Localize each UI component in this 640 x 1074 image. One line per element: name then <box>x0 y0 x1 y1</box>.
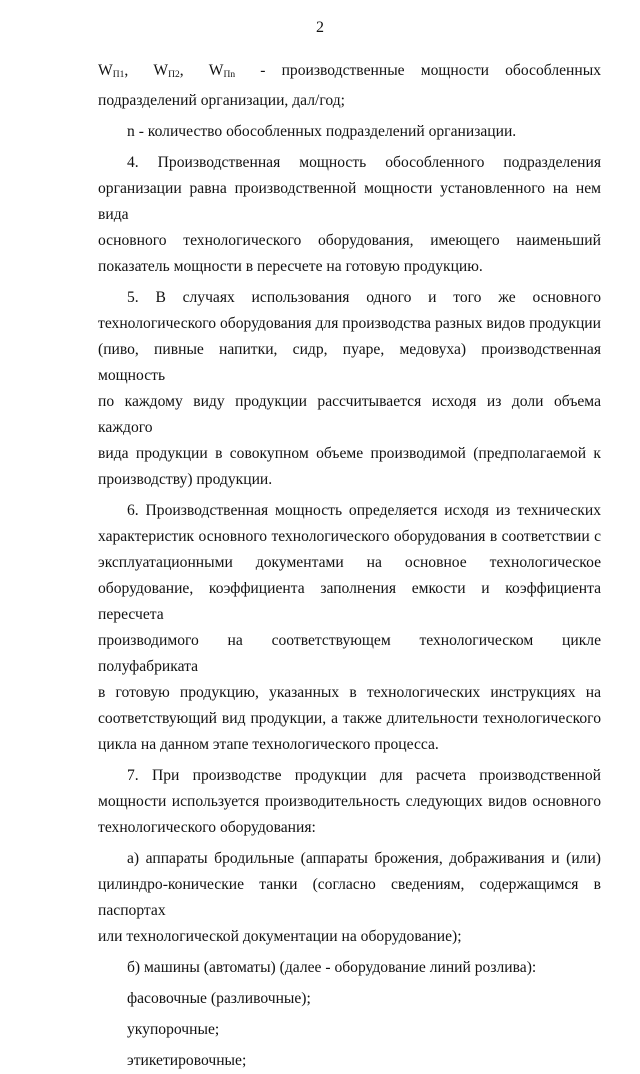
paragraph-7-line: технологического оборудования: <box>98 819 316 836</box>
list-item-a-line: цилиндро-конические танки (согласно сведениям, содержащимся в паспортах <box>98 876 601 919</box>
paragraph-4 <box>98 150 601 280</box>
paragraph-6-line: производимого на соответствующем технологическом цикле полуфабриката <box>98 632 601 675</box>
list-item-labeling: этикетировочные; <box>127 1052 247 1069</box>
variable-w-p1: $W_{П1}$, <box>98 62 129 80</box>
paragraph-5-line: вида продукции в совокупном объеме производимой (предполагаемой к <box>98 445 601 462</box>
paragraph-6-line: в готовую продукцию, указанных в технологических инструкциях на <box>98 684 601 701</box>
paragraph-7 <box>98 763 601 841</box>
paragraph-5-line: производству) продукции. <box>98 471 273 488</box>
paragraph-5-line: технологического оборудования для производства разных видов продукции <box>98 315 601 332</box>
document-body <box>98 58 601 1074</box>
paragraph-6-line: соответствующий вид продукции, а также длительности технологического <box>98 710 601 727</box>
paragraph-7-line: мощности используется производительность следующих видов основного <box>98 793 601 810</box>
paragraph-5-line: (пиво, пивные напитки, сидр, пуаре, медовуха) производственная мощность <box>98 341 601 384</box>
paragraph-variable-definitions <box>98 58 601 114</box>
paragraph-7-line: 7. При производстве продукции для расчета производственной <box>127 767 601 784</box>
variable-w-pn: $W_{Пn}$ <box>208 62 236 80</box>
paragraph-6 <box>98 498 601 758</box>
list-item-capping: укупорочные; <box>127 1021 220 1038</box>
list-item-b: б) машины (автоматы) (далее - оборудование линий розлива): <box>127 959 537 976</box>
variables-line-2: подразделений организации, дал/год; <box>98 92 345 109</box>
paragraph-5 <box>98 285 601 493</box>
list-item-a-line: а) аппараты бродильные (аппараты брожения, дображивания и (или) <box>127 850 601 867</box>
variables-description: - производственные мощности обособленных <box>260 62 601 79</box>
list-item-filling: фасовочные (разливочные); <box>127 990 311 1007</box>
paragraph-6-line: эксплуатационными документами на основное технологическое <box>98 554 601 571</box>
paragraph-5-line: по каждому виду продукции рассчитывается исходя из доли объема каждого <box>98 393 601 436</box>
paragraph-4-line: организации равна производственной мощности установленного на нем вида <box>98 180 601 223</box>
list-item-a <box>98 846 601 950</box>
paragraph-4-line: показатель мощности в пересчете на готовую продукцию. <box>98 258 483 275</box>
variable-w-p2: $W_{П2}$, <box>153 62 184 80</box>
variables-line <box>98 58 601 88</box>
paragraph-5-line: 5. В случаях использования одного и того же основного <box>127 289 601 306</box>
paragraph-n-definition: n - количество обособленных подразделений организации. <box>127 123 517 140</box>
paragraph-6-line: характеристик основного технологического оборудования в соответствии с <box>98 528 601 545</box>
list-item-a-line: или технологической документации на оборудование); <box>98 928 462 945</box>
paragraph-4-line: основного технологического оборудования, имеющего наименьший <box>98 232 601 249</box>
paragraph-6-line: оборудование, коэффициента заполнения емкости и коэффициента пересчета <box>98 580 601 623</box>
page-number: 2 <box>316 19 324 36</box>
paragraph-6-line: 6. Производственная мощность определяется исходя из технических <box>127 502 601 519</box>
paragraph-4-line: 4. Производственная мощность обособленного подразделения <box>127 154 601 171</box>
paragraph-6-line: цикла на данном этапе технологического процесса. <box>98 736 439 753</box>
